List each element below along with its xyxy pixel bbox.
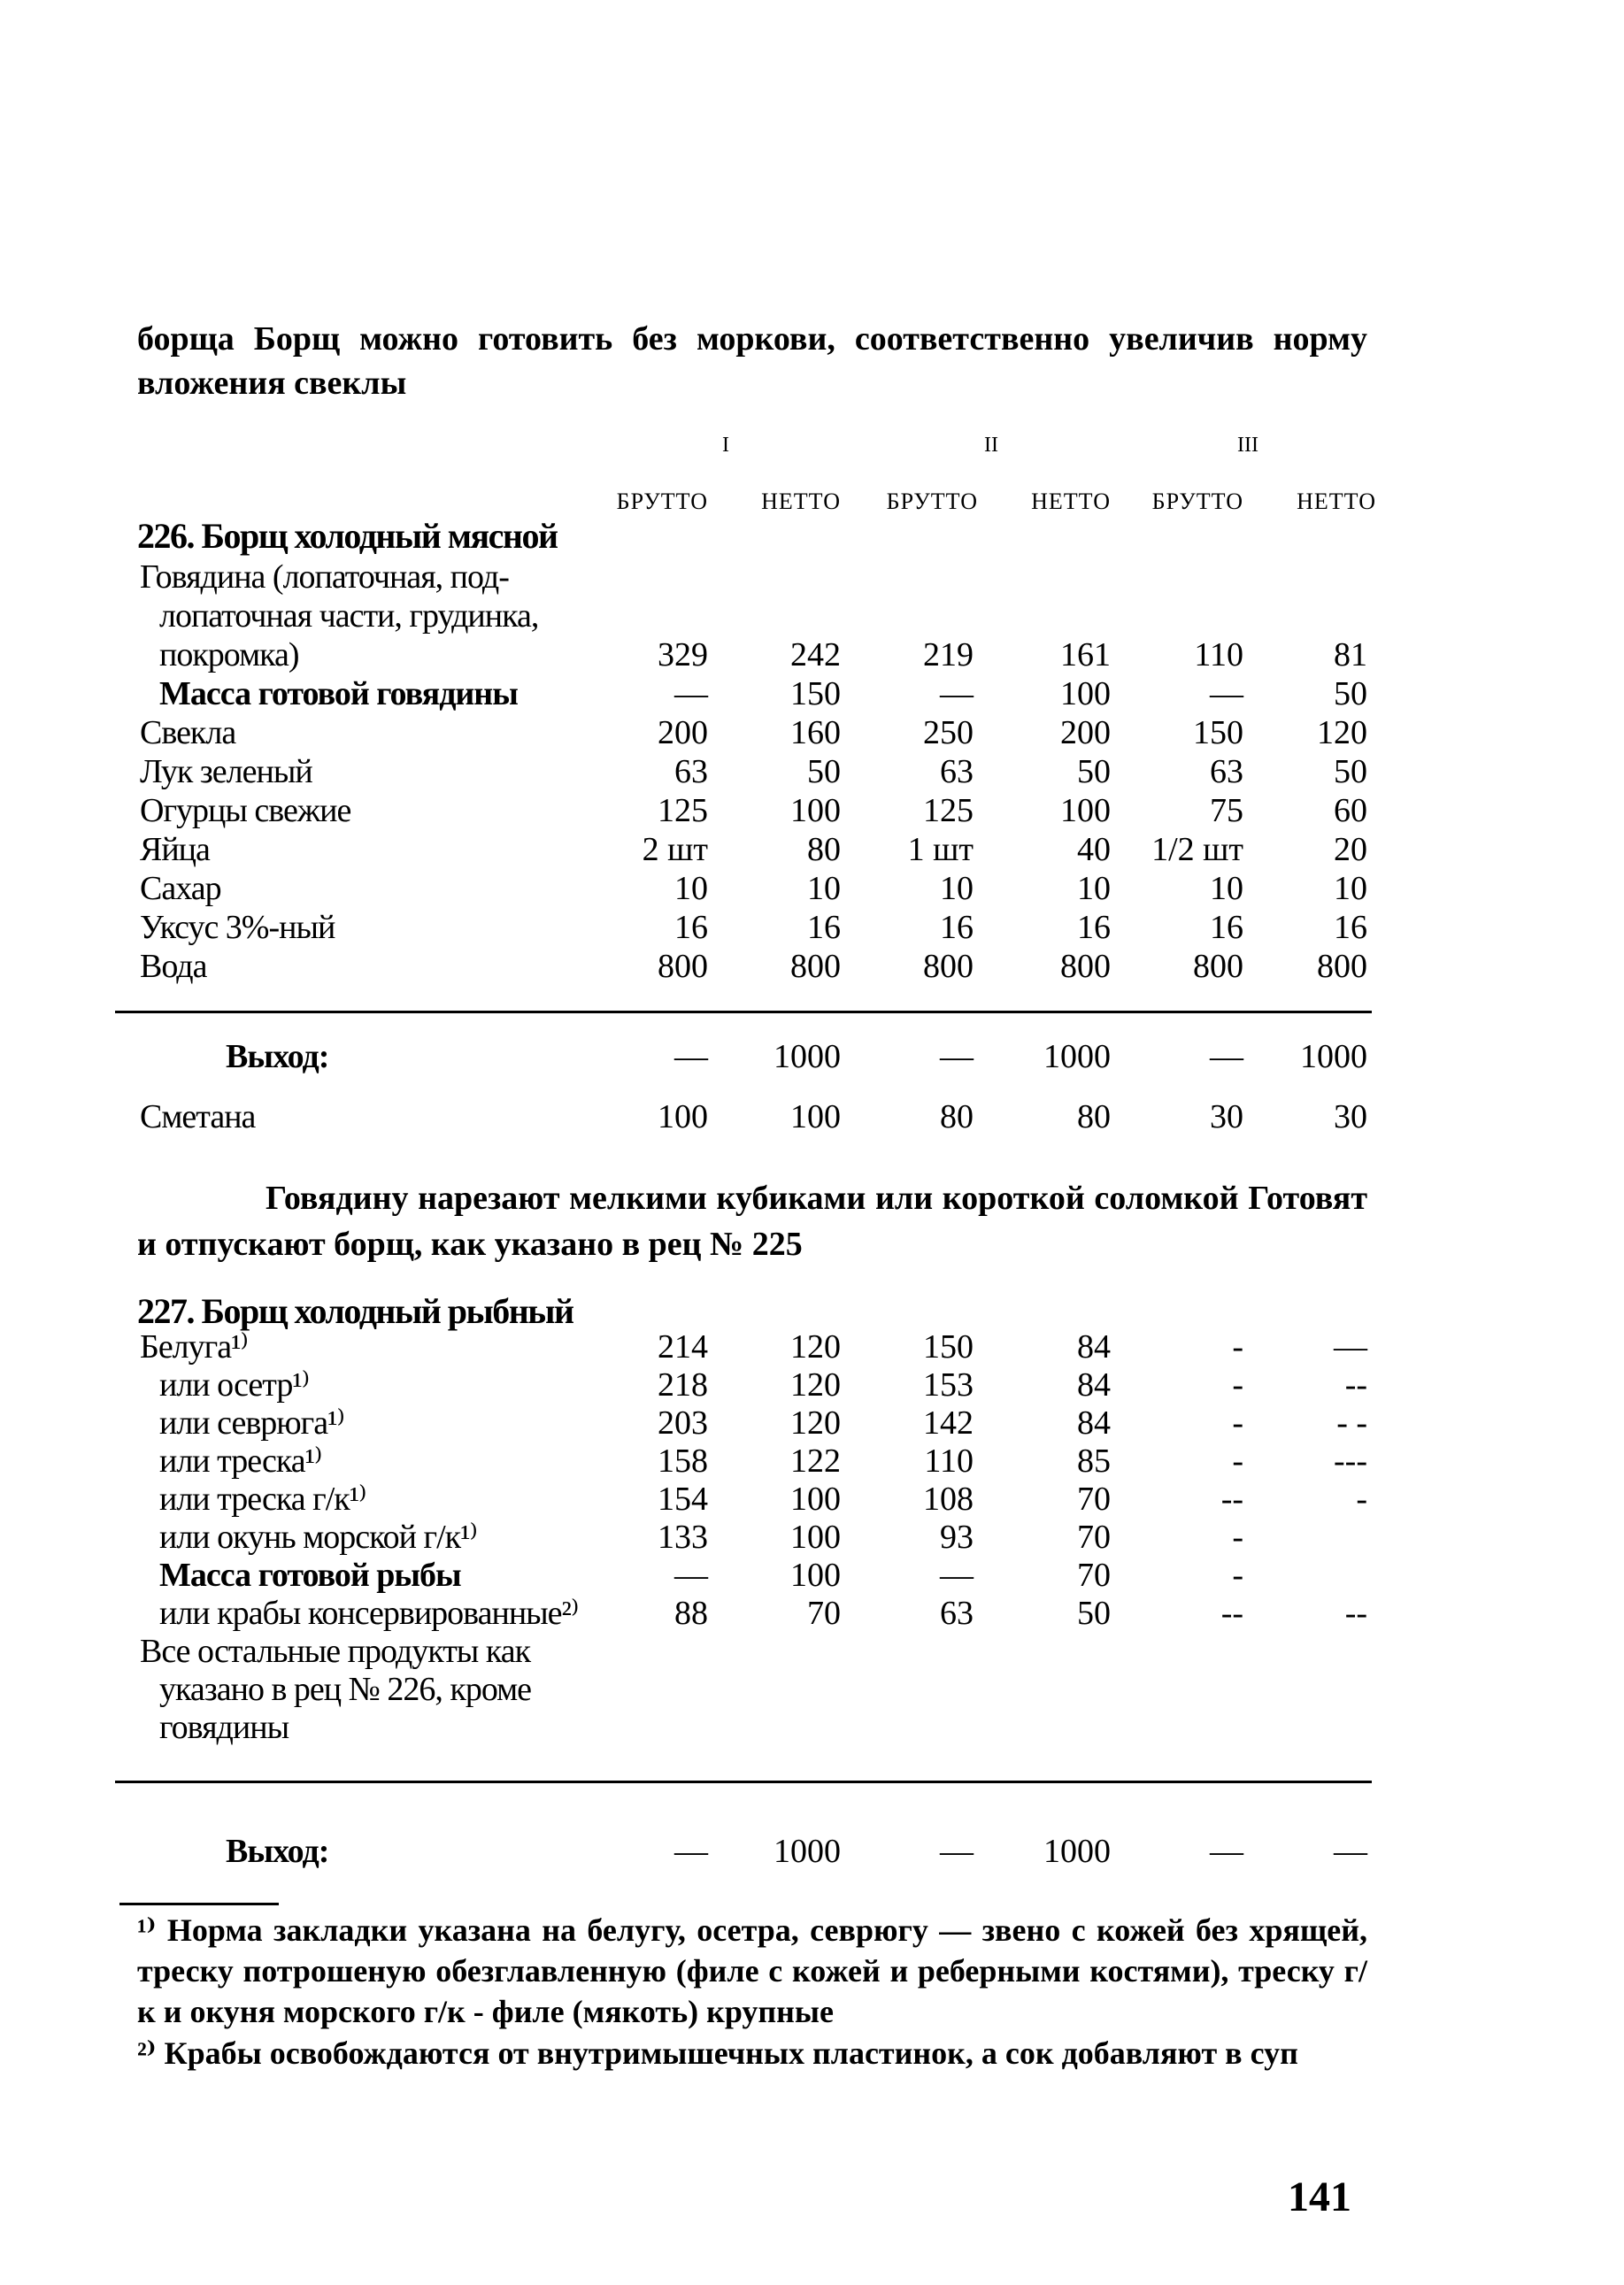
table-cell: 50	[1077, 753, 1111, 790]
table-cell: 40	[1077, 831, 1111, 868]
table-row-label: или треска г/к¹⁾	[159, 1481, 366, 1518]
table-row-label: или осетр¹⁾	[159, 1366, 310, 1404]
output-cell: 1000	[1043, 1038, 1111, 1075]
table-cell: 242	[790, 636, 841, 673]
output-cell: 1000	[1043, 1833, 1111, 1870]
recipe-226-beef-line2: лопаточная части, грудинка,	[159, 597, 539, 635]
table-row-label: или крабы консервированные²⁾	[159, 1595, 579, 1632]
recipe-226-note: Говядину нарезают мелкими кубиками или короткой соломкой Готовят и отпускают борщ, как указано в рец № 225	[137, 1180, 1367, 1263]
table-cell: 100	[790, 792, 841, 829]
output-cell: 1000	[1300, 1038, 1367, 1075]
footnote-1: ¹⁾ Норма закладки указана на белугу, осетра, севрюгу — звено с кожей без хрящей, треску потрошеную обезглавленную (филе с кожей и реберными костями), треску г/к и окуня морского г/к - филе (мякоть) крупные	[137, 1912, 1367, 2029]
recipe-227-rest-line1: Все остальные продукты как	[140, 1633, 531, 1670]
table-cell: 70	[1077, 1481, 1111, 1518]
output-cell: —	[1334, 1833, 1367, 1870]
table-cell: 30	[1210, 1098, 1243, 1135]
table-cell: 203	[658, 1404, 708, 1442]
table-cell: 75	[1210, 792, 1243, 829]
subheader-brutto-1: БРУТТО	[616, 489, 708, 514]
table-cell: 200	[1060, 714, 1111, 751]
table-cell: 20	[1334, 831, 1367, 868]
table-cell: 120	[790, 1328, 841, 1366]
table-cell: --	[1344, 1595, 1367, 1632]
table-cell: 214	[658, 1328, 708, 1366]
table-cell: 125	[923, 792, 974, 829]
subheader-netto-2: НЕТТО	[1031, 489, 1111, 514]
subheader-brutto-3: БРУТТО	[1151, 489, 1243, 514]
table-cell: 160	[790, 714, 841, 751]
table-cell: -	[1232, 1404, 1243, 1442]
table-cell: 100	[1060, 675, 1111, 712]
table-cell: 10	[1077, 870, 1111, 907]
table-cell: 153	[923, 1366, 974, 1404]
table-cell: 63	[940, 1595, 974, 1632]
table-cell: 800	[1060, 948, 1111, 985]
table-cell: -	[1356, 1481, 1367, 1518]
table-cell: 84	[1077, 1328, 1111, 1366]
table-cell: 16	[807, 909, 841, 946]
table-cell: 93	[940, 1519, 974, 1556]
table-cell: 10	[940, 870, 974, 907]
table-cell: 800	[923, 948, 974, 985]
subheader-brutto-2: БРУТТО	[886, 489, 978, 514]
intro-text: борща Борщ можно готовить без моркови, соответственно увеличив норму вложения свеклы	[137, 320, 1367, 402]
table-cell: 200	[658, 714, 708, 751]
recipe-226-title: 226. Борщ холодный мясной	[137, 516, 558, 556]
output-cell: —	[674, 1038, 708, 1075]
table-row-label: или окунь морской г/к¹⁾	[159, 1519, 477, 1556]
table-cell: 88	[674, 1595, 708, 1632]
table-cell: 120	[790, 1404, 841, 1442]
table-cell: --	[1220, 1481, 1243, 1518]
table-cell: 1 шт	[907, 831, 974, 868]
table-cell: —	[1334, 1328, 1367, 1366]
subheader-netto-1: НЕТТО	[761, 489, 841, 514]
table-cell: 80	[807, 831, 841, 868]
table-cell: —	[940, 675, 974, 712]
table-cell: 120	[1317, 714, 1367, 751]
table-cell: 10	[1334, 870, 1367, 907]
table-cell: 85	[1077, 1443, 1111, 1480]
table-cell: 50	[807, 753, 841, 790]
table-cell: 50	[1334, 675, 1367, 712]
recipe-227-rest-line2: указано в рец № 226, кроме	[159, 1671, 532, 1708]
table-row-label: Уксус 3%-ный	[140, 909, 335, 946]
output-cell: —	[1210, 1833, 1243, 1870]
table-cell: 50	[1077, 1595, 1111, 1632]
table-cell: 63	[1210, 753, 1243, 790]
recipe-226-output-label: Выход:	[226, 1038, 329, 1075]
table-cell: 16	[940, 909, 974, 946]
table-row-label: Вода	[140, 948, 207, 985]
table-cell: 110	[1194, 636, 1243, 673]
table-cell: 110	[924, 1443, 974, 1480]
table-divider	[115, 1781, 1372, 1783]
table-cell: 161	[1060, 636, 1111, 673]
table-cell: 800	[1317, 948, 1367, 985]
table-cell: 70	[807, 1595, 841, 1632]
table-cell: 100	[790, 1098, 841, 1135]
table-cell: 218	[658, 1366, 708, 1404]
table-row-label: Белуга¹⁾	[140, 1328, 248, 1366]
table-cell: 50	[1334, 753, 1367, 790]
table-cell: 122	[790, 1443, 841, 1480]
table-cell: -	[1232, 1366, 1243, 1404]
table-row-label: или севрюга¹⁾	[159, 1404, 344, 1442]
table-cell: 150	[790, 675, 841, 712]
table-cell: —	[674, 1557, 708, 1594]
table-cell: 16	[1334, 909, 1367, 946]
recipe-227-title: 227. Борщ холодный рыбный	[137, 1291, 573, 1331]
table-row-label: Свекла	[140, 714, 236, 751]
table-cell: 100	[1060, 792, 1111, 829]
table-cell: 154	[658, 1481, 708, 1518]
table-cell: -	[1232, 1443, 1243, 1480]
footnote-divider	[119, 1903, 279, 1905]
table-cell: -	[1232, 1557, 1243, 1594]
table-cell: 100	[790, 1519, 841, 1556]
table-cell: 250	[923, 714, 974, 751]
output-cell: —	[940, 1833, 974, 1870]
table-cell: 16	[1077, 909, 1111, 946]
table-row-label: Огурцы свежие	[140, 792, 351, 829]
table-cell: --	[1344, 1366, 1367, 1404]
table-row-label: Сахар	[140, 870, 221, 907]
table-cell: 80	[1077, 1098, 1111, 1135]
page-number: 141	[1288, 2173, 1351, 2220]
table-row-label: Масса готовой рыбы	[159, 1557, 461, 1594]
table-cell: 100	[790, 1557, 841, 1594]
table-divider	[115, 1011, 1372, 1013]
table-cell: 800	[1193, 948, 1243, 985]
table-cell: —	[940, 1557, 974, 1594]
table-cell: 2 шт	[642, 831, 708, 868]
table-cell: 60	[1334, 792, 1367, 829]
footnote-2: ²⁾ Крабы освобождаются от внутримышечных пластинок, а сок добавляют в суп	[137, 2035, 1298, 2071]
output-cell: 1000	[774, 1038, 841, 1075]
subheader-netto-3: НЕТТО	[1297, 489, 1376, 514]
table-cell: 800	[658, 948, 708, 985]
table-cell: 84	[1077, 1366, 1111, 1404]
table-cell: -	[1232, 1519, 1243, 1556]
table-cell: 100	[658, 1098, 708, 1135]
table-cell: 120	[790, 1366, 841, 1404]
table-cell: - -	[1336, 1404, 1367, 1442]
table-cell: 158	[658, 1443, 708, 1480]
table-cell: 329	[658, 636, 708, 673]
table-cell: 142	[923, 1404, 974, 1442]
table-cell: -	[1232, 1328, 1243, 1366]
table-cell: 10	[674, 870, 708, 907]
output-cell: 1000	[774, 1833, 841, 1870]
group-header-3: III	[1237, 434, 1258, 457]
output-cell: —	[1210, 1038, 1243, 1075]
table-cell: 70	[1077, 1557, 1111, 1594]
table-cell: 70	[1077, 1519, 1111, 1556]
table-row-label: Лук зеленый	[140, 753, 312, 790]
group-header-2: II	[984, 434, 998, 457]
table-row-label: или треска¹⁾	[159, 1443, 322, 1480]
table-cell: 84	[1077, 1404, 1111, 1442]
table-cell: —	[674, 675, 708, 712]
table-cell: 150	[923, 1328, 974, 1366]
table-cell: 30	[1334, 1098, 1367, 1135]
table-cell: 108	[923, 1481, 974, 1518]
table-cell: 150	[1193, 714, 1243, 751]
recipe-227-rest-line3: говядины	[159, 1709, 289, 1746]
recipe-227-output-label: Выход:	[226, 1833, 329, 1870]
table-cell: 100	[790, 1481, 841, 1518]
table-cell: 63	[940, 753, 974, 790]
table-cell: 63	[674, 753, 708, 790]
table-row-label: Яйца	[140, 831, 210, 868]
table-cell: --	[1220, 1595, 1243, 1632]
sour-cream-label: Сметана	[140, 1098, 256, 1135]
table-row-label: покромка)	[159, 636, 299, 673]
table-cell: 800	[790, 948, 841, 985]
table-cell: 16	[674, 909, 708, 946]
table-cell: 133	[658, 1519, 708, 1556]
table-cell: 1/2 шт	[1151, 831, 1243, 868]
table-cell: 10	[807, 870, 841, 907]
group-header-1: I	[722, 434, 729, 457]
table-cell: 81	[1334, 636, 1367, 673]
table-row-label: Масса готовой говядины	[159, 675, 518, 712]
table-cell: 10	[1210, 870, 1243, 907]
table-cell: —	[1210, 675, 1243, 712]
table-cell: 16	[1210, 909, 1243, 946]
table-cell: 219	[923, 636, 974, 673]
table-cell: ---	[1334, 1443, 1367, 1480]
table-cell: 125	[658, 792, 708, 829]
table-cell: 80	[940, 1098, 974, 1135]
output-cell: —	[940, 1038, 974, 1075]
output-cell: —	[674, 1833, 708, 1870]
recipe-226-beef-line1: Говядина (лопаточная, под-	[140, 558, 509, 596]
